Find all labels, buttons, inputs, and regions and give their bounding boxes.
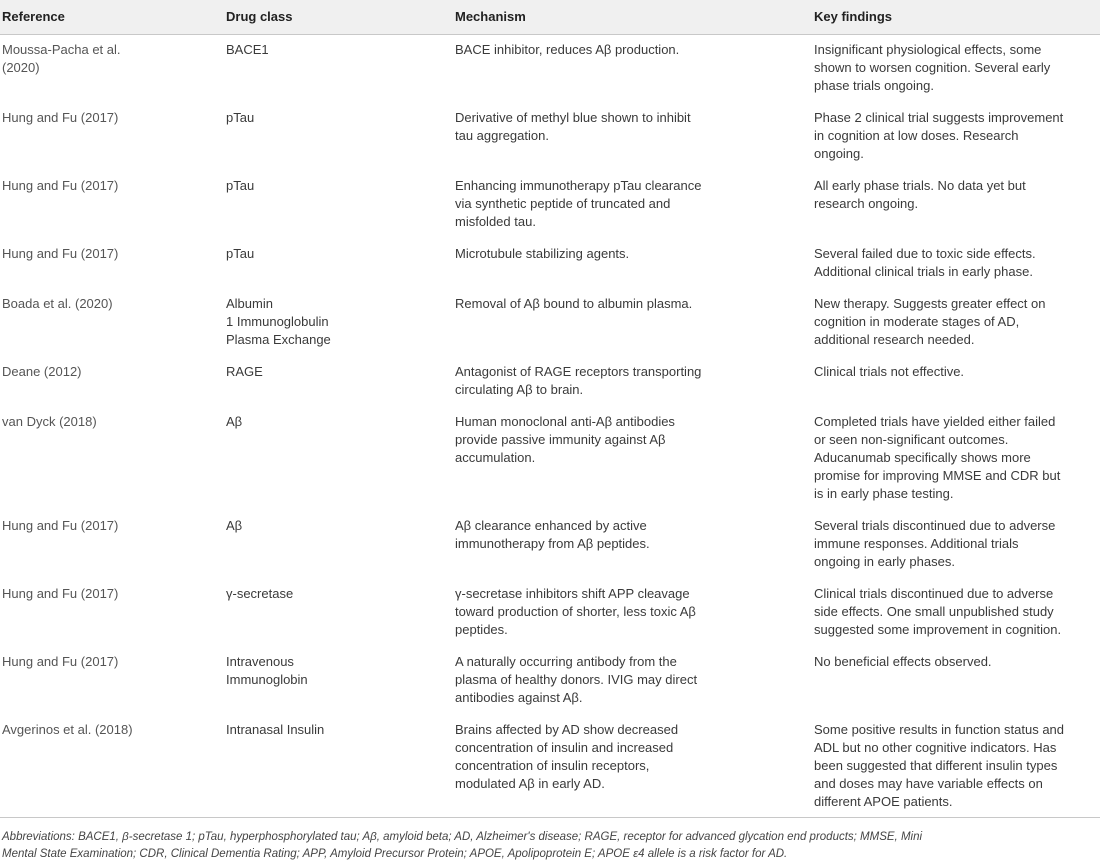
cell-reference-line: Avgerinos et al. (2018) [2,722,133,737]
cell-mechanism [453,647,812,715]
cell-mechanism-line: immunotherapy from Aβ peptides. [455,536,650,551]
cell-key-findings-line: Aducanumab specifically shows more [814,450,1031,465]
cell-key-findings-line: phase trials ongoing. [814,78,934,93]
cell-key-findings-line: different APOE patients. [814,794,953,809]
cell-key-findings-line: New therapy. Suggests greater effect on [814,296,1046,311]
cell-drug-class-line: γ-secretase [226,586,294,601]
cell-key-findings-line: Several failed due to toxic side effects. [814,246,1036,261]
cell-reference-line: van Dyck (2018) [2,414,97,429]
cell-key-findings [812,357,1100,407]
cell-drug-class [224,715,453,818]
table-row [0,407,1100,511]
cell-reference [0,511,224,579]
cell-drug-class [224,407,453,511]
cell-mechanism [453,35,812,104]
cell-drug-class [224,647,453,715]
cell-drug-class-line: Aβ [226,414,243,429]
cell-key-findings [812,171,1100,239]
cell-drug-class-line: BACE1 [226,42,269,57]
cell-key-findings-line: Clinical trials discontinued due to adverse [814,586,1054,601]
cell-mechanism [453,715,812,818]
footnote-line: Mental State Examination; CDR, Clinical Dementia Rating; APP, Amyloid Precursor Protein; APOE, Apolipoprotein E; APOE ε4 allele is a risk factor for AD. [2,848,788,860]
cell-key-findings-line: or seen non-significant outcomes. [814,432,1009,447]
cell-reference-line: Hung and Fu (2017) [2,246,119,261]
cell-reference [0,103,224,171]
column-header-key-findings: Key findings [812,0,1100,35]
cell-drug-class-line: Immunoglobin [226,672,308,687]
cell-mechanism-line: Human monoclonal anti-Aβ antibodies [455,414,675,429]
cell-key-findings-line: Some positive results in function status and [814,722,1065,737]
cell-mechanism-line: concentration of insulin receptors, [455,758,650,773]
cell-drug-class [224,171,453,239]
cell-drug-class [224,357,453,407]
column-header-mechanism: Mechanism [453,0,812,35]
cell-key-findings [812,239,1100,289]
cell-key-findings-line: Clinical trials not effective. [814,364,965,379]
cell-reference-line: Moussa-Pacha et al. [2,42,121,57]
cell-reference-line: Deane (2012) [2,364,82,379]
cell-mechanism [453,511,812,579]
cell-key-findings-line: Additional clinical trials in early phase. [814,264,1033,279]
cell-drug-class-line: Aβ [226,518,243,533]
cell-key-findings-line: Completed trials have yielded either failed [814,414,1056,429]
cell-drug-class [224,239,453,289]
cell-key-findings-line: is in early phase testing. [814,486,954,501]
cell-drug-class-line: pTau [226,178,255,193]
cell-reference-line: Boada et al. (2020) [2,296,113,311]
cell-reference [0,715,224,818]
cell-key-findings-line: immune responses. Additional trials [814,536,1019,551]
cell-mechanism-line: Aβ clearance enhanced by active [455,518,647,533]
cell-key-findings-line: Several trials discontinued due to adverse [814,518,1056,533]
cell-drug-class-line: Plasma Exchange [226,332,331,347]
cell-mechanism [453,289,812,357]
cell-reference-line: Hung and Fu (2017) [2,654,119,669]
cell-mechanism-line: plasma of healthy donors. IVIG may direct [455,672,698,687]
cell-key-findings-line: research ongoing. [814,196,919,211]
table-row [0,647,1100,715]
table-row [0,289,1100,357]
cell-key-findings-line: cognition in moderate stages of AD, [814,314,1020,329]
cell-mechanism [453,103,812,171]
cell-key-findings-line: ongoing. [814,146,864,161]
cell-mechanism-line: Microtubule stabilizing agents. [455,246,630,261]
cell-key-findings-line: been suggested that different insulin types [814,758,1058,773]
cell-key-findings-line: All early phase trials. No data yet but [814,178,1026,193]
cell-drug-class-line: RAGE [226,364,263,379]
cell-reference-line: Hung and Fu (2017) [2,178,119,193]
cell-drug-class-line: Albumin [226,296,273,311]
footnote-line: Abbreviations: BACE1, β-secretase 1; pTau, hyperphosphorylated tau; Aβ, amyloid beta; AD, Alzheimer's disease; RAGE, receptor for advanced glycation end products; MMSE, Mini [2,831,923,843]
cell-key-findings-line: No beneficial effects observed. [814,654,992,669]
table-body [0,35,1100,818]
cell-reference-line: Hung and Fu (2017) [2,518,119,533]
cell-key-findings [812,579,1100,647]
cell-mechanism-line: toward production of shorter, less toxic Aβ [455,604,696,619]
cell-key-findings-line: Phase 2 clinical trial suggests improvement [814,110,1064,125]
cell-key-findings-line: ADL but no other cognitive indicators. Has [814,740,1057,755]
cell-key-findings [812,289,1100,357]
cell-mechanism-line: modulated Aβ in early AD. [455,776,605,791]
cell-key-findings [812,35,1100,104]
cell-mechanism-line: provide passive immunity against Aβ [455,432,666,447]
cell-drug-class [224,511,453,579]
abbreviations-footnote [2,829,1098,863]
cell-key-findings-line: and doses may have variable effects on [814,776,1043,791]
cell-mechanism-line: tau aggregation. [455,128,549,143]
cell-reference [0,357,224,407]
cell-mechanism [453,579,812,647]
cell-mechanism [453,171,812,239]
cell-drug-class-line: pTau [226,246,255,261]
cell-drug-class [224,289,453,357]
table-row [0,357,1100,407]
cell-reference [0,579,224,647]
cell-mechanism [453,407,812,511]
table-row [0,579,1100,647]
cell-mechanism-line: concentration of insulin and increased [455,740,674,755]
column-header-drug-class: Drug class [224,0,453,35]
table-row [0,715,1100,818]
cell-key-findings-line: suggested some improvement in cognition. [814,622,1062,637]
cell-reference [0,239,224,289]
cell-mechanism-line: antibodies against Aβ. [455,690,583,705]
cell-reference [0,647,224,715]
cell-mechanism-line: misfolded tau. [455,214,536,229]
cell-reference [0,171,224,239]
cell-drug-class-line: 1 Immunoglobulin [226,314,329,329]
cell-mechanism-line: peptides. [455,622,508,637]
cell-key-findings-line: ongoing in early phases. [814,554,955,569]
cell-reference-line: Hung and Fu (2017) [2,586,119,601]
table-header [0,0,1100,35]
cell-key-findings-line: in cognition at low doses. Research [814,128,1019,143]
cell-key-findings [812,103,1100,171]
cell-mechanism-line: Derivative of methyl blue shown to inhibit [455,110,691,125]
table-row [0,239,1100,289]
header-row [0,0,1100,35]
cell-key-findings [812,715,1100,818]
cell-mechanism-line: Brains affected by AD show decreased [455,722,679,737]
cell-mechanism-line: A naturally occurring antibody from the [455,654,677,669]
cell-mechanism-line: Antagonist of RAGE receptors transporting [455,364,702,379]
column-header-reference: Reference [0,0,224,35]
cell-key-findings-line: Insignificant physiological effects, some [814,42,1042,57]
cell-mechanism-line: accumulation. [455,450,536,465]
cell-mechanism [453,357,812,407]
cell-reference [0,407,224,511]
cell-key-findings [812,511,1100,579]
cell-mechanism-line: via synthetic peptide of truncated and [455,196,671,211]
cell-mechanism-line: Enhancing immunotherapy pTau clearance [455,178,702,193]
cell-reference-line: (2020) [2,60,40,75]
table-row [0,171,1100,239]
cell-drug-class [224,579,453,647]
cell-key-findings-line: promise for improving MMSE and CDR but [814,468,1061,483]
cell-reference [0,289,224,357]
cell-key-findings [812,407,1100,511]
cell-mechanism-line: BACE inhibitor, reduces Aβ production. [455,42,680,57]
cell-mechanism-line: γ-secretase inhibitors shift APP cleavage [455,586,690,601]
cell-reference [0,35,224,104]
cell-drug-class [224,35,453,104]
cell-drug-class-line: Intranasal Insulin [226,722,325,737]
cell-drug-class-line: Intravenous [226,654,294,669]
table-row [0,511,1100,579]
cell-key-findings [812,647,1100,715]
cell-mechanism-line: Removal of Aβ bound to albumin plasma. [455,296,693,311]
table-row [0,35,1100,104]
cell-key-findings-line: shown to worsen cognition. Several early [814,60,1051,75]
cell-mechanism [453,239,812,289]
cell-reference-line: Hung and Fu (2017) [2,110,119,125]
cell-drug-class [224,103,453,171]
cell-drug-class-line: pTau [226,110,255,125]
cell-key-findings-line: additional research needed. [814,332,975,347]
cell-key-findings-line: side effects. One small unpublished study [814,604,1054,619]
table-row [0,103,1100,171]
cell-mechanism-line: circulating Aβ to brain. [455,382,584,397]
